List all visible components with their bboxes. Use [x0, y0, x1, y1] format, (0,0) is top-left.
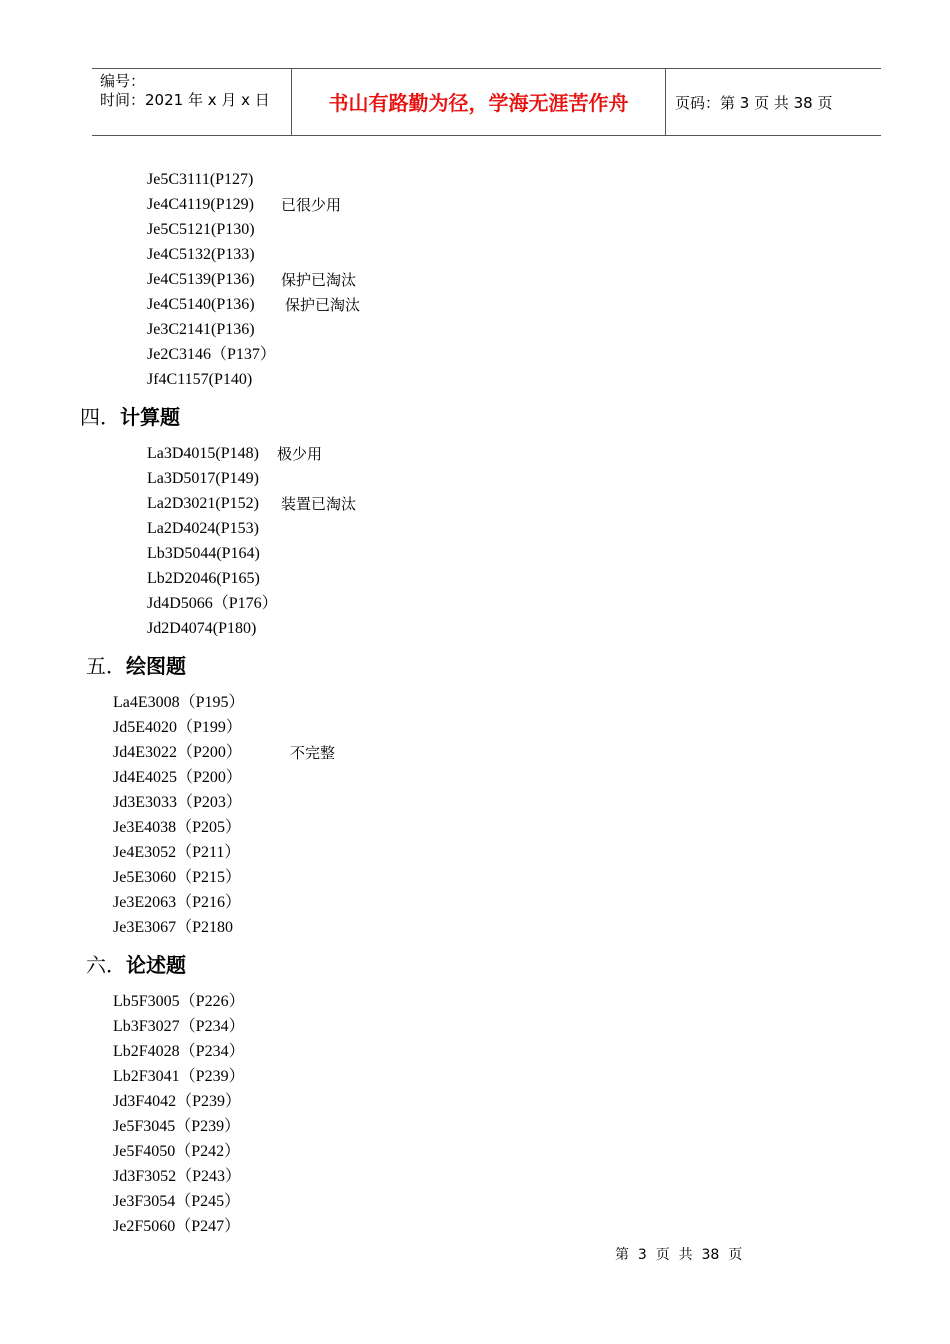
header-motto: 书山有路勤为径，学海无涯苦作舟: [292, 69, 666, 135]
header-number-label: 编号：: [100, 72, 146, 90]
list-item-code: Jd3F3052（P243）: [113, 1168, 242, 1185]
section-title: 计算题: [120, 405, 180, 429]
list-item-note: 已很少用: [281, 196, 342, 214]
list-item-code: Je4E3052（P211）: [113, 844, 241, 861]
list-item-code: Je4C5132(P133): [147, 246, 255, 263]
list-item-code: Je4C5139(P136): [147, 271, 255, 288]
list-item-code: Je5F4050（P242）: [113, 1143, 241, 1160]
list-item-code: Je3E4038（P205）: [113, 819, 242, 836]
list-item-code: Jd2D4074(P180): [147, 620, 257, 637]
section-number: 六．: [86, 953, 126, 977]
list-item-code: Je4C5140(P136): [147, 296, 255, 313]
list-item-code: Jd4E4025（P200）: [113, 769, 242, 786]
list-item-code: Je2F5060（P247）: [113, 1218, 241, 1235]
page-footer: 第 3 页 共 38 页: [615, 1247, 743, 1263]
list-item-code: Je3F3054（P245）: [113, 1193, 241, 1210]
list-item-code: La4E3008（P195）: [113, 694, 245, 711]
list-item-code: Je3E3067（P2180: [113, 919, 234, 936]
list-item-code: Je3E2063（P216）: [113, 894, 242, 911]
list-item-code: Lb3D5044(P164): [147, 545, 260, 562]
list-item-code: Lb5F3005（P226）: [113, 993, 245, 1010]
list-item-code: Je5C3111(P127): [147, 171, 254, 188]
section-number: 五．: [86, 654, 126, 678]
list-item-note: 不完整: [290, 744, 336, 762]
list-item-code: Jd3F4042（P239）: [113, 1093, 242, 1110]
list-item-code: La3D4015(P148): [147, 445, 259, 462]
list-item-code: La3D5017(P149): [147, 470, 259, 487]
list-item-code: La2D3021(P152): [147, 495, 259, 512]
list-item-code: Lb2F4028（P234）: [113, 1043, 245, 1060]
list-item-code: Je3C2141(P136): [147, 321, 255, 338]
section-heading: [86, 654, 186, 678]
list-item-code: Je5E3060（P215）: [113, 869, 242, 886]
list-item-code: Jd5E4020（P199）: [113, 719, 242, 736]
list-item-code: Je2C3146（P137）: [147, 346, 276, 363]
header-page-label: 页码：第 3 页 共 38 页: [675, 94, 833, 112]
list-item-note: 极少用: [277, 445, 323, 463]
section-heading: [86, 953, 186, 977]
list-item-code: Jd4E3022（P200）: [113, 744, 242, 761]
section-heading: [80, 405, 180, 429]
list-item-note: 装置已淘汰: [281, 495, 357, 513]
list-item-code: Jd4D5066（P176）: [147, 595, 278, 612]
page-header: [92, 68, 881, 136]
list-item-code: Lb3F3027（P234）: [113, 1018, 245, 1035]
list-item-code: La2D4024(P153): [147, 520, 259, 537]
list-item-code: Lb2D2046(P165): [147, 570, 260, 587]
section-title: 论述题: [126, 953, 186, 977]
header-time-label: 时间：2021 年 x 月 x 日: [100, 91, 270, 109]
section-title: 绘图题: [126, 654, 186, 678]
list-item-code: Jf4C1157(P140): [147, 371, 253, 388]
list-item-code: Jd3E3033（P203）: [113, 794, 242, 811]
header-info-cell: [92, 69, 292, 135]
list-item-note: 保护已淘汰: [285, 296, 361, 314]
list-item-code: Je4C4119(P129): [147, 196, 254, 213]
list-item-code: Je5F3045（P239）: [113, 1118, 241, 1135]
list-item-note: 保护已淘汰: [281, 271, 357, 289]
list-item-code: Lb2F3041（P239）: [113, 1068, 245, 1085]
list-item-code: Je5C5121(P130): [147, 221, 255, 238]
section-number: 四．: [80, 405, 120, 429]
